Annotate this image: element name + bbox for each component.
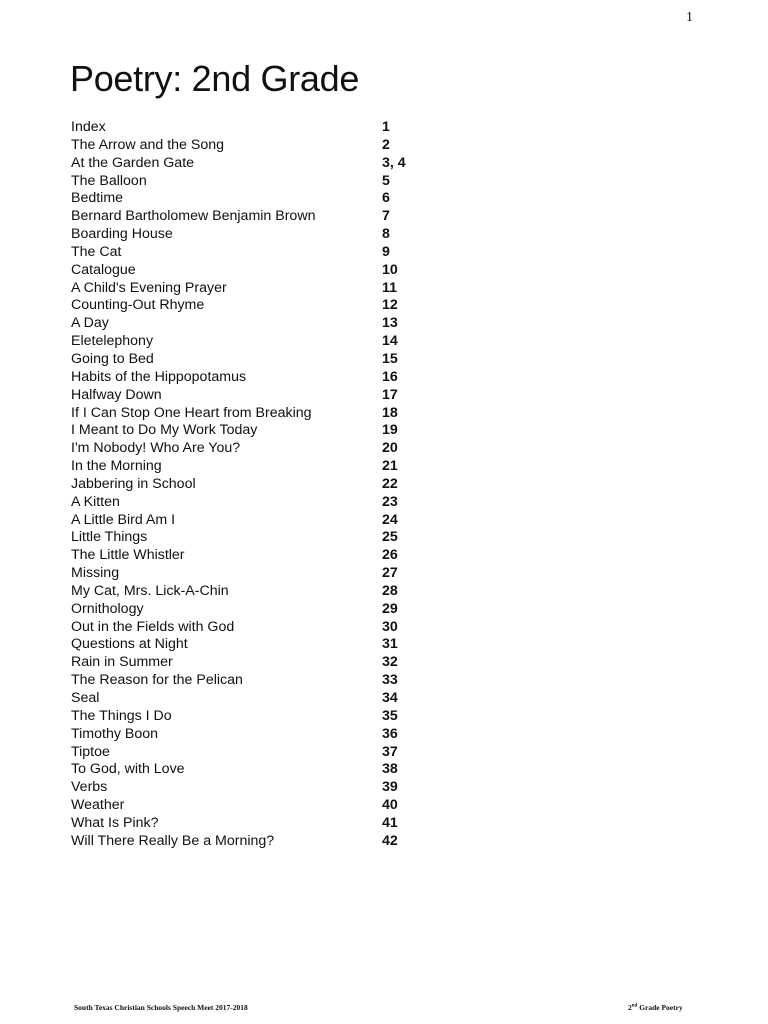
toc-poem-title: Catalogue: [71, 261, 136, 278]
toc-page-number: 15: [382, 350, 398, 367]
toc-page-number: 17: [382, 386, 398, 403]
toc-page-number: 24: [382, 511, 398, 528]
toc-poem-title: Bernard Bartholomew Benjamin Brown: [71, 208, 316, 225]
page-title: Poetry: 2nd Grade: [70, 58, 360, 99]
toc-poem-title: Seal: [71, 690, 100, 706]
toc-poem-title: Will There Really Be a Morning?: [71, 832, 275, 849]
toc-row: [71, 494, 471, 512]
toc-poem-title: Tiptoe: [71, 743, 110, 760]
toc-row: [71, 547, 471, 565]
toc-page-number: 35: [382, 707, 398, 724]
toc-row: [71, 119, 471, 137]
toc-page-number: 13: [382, 315, 398, 332]
toc-poem-title: Bedtime: [71, 190, 124, 207]
toc-poem-title: A Little Bird Am I: [71, 511, 176, 528]
toc-page-number: 20: [382, 440, 398, 457]
toc-page-number: 30: [382, 618, 398, 635]
toc-poem-title: A Child's Evening Prayer: [71, 279, 227, 296]
toc-row: [71, 619, 471, 637]
toc-poem-title: Rain in Summer: [71, 654, 173, 671]
toc-row: [71, 458, 471, 476]
toc-row: [71, 297, 471, 315]
toc-row: [71, 690, 471, 708]
toc-row: [71, 529, 471, 547]
toc-row: [71, 262, 471, 280]
toc-row: [71, 601, 471, 619]
toc-row: [71, 779, 471, 797]
toc-poem-title: The Reason for the Pelican: [71, 672, 243, 689]
toc-page-number: 23: [382, 493, 398, 510]
toc-page-number: 2: [382, 136, 390, 153]
toc-page-number: 1: [382, 119, 390, 135]
toc-page-number: 39: [382, 779, 398, 796]
toc-poem-title: Habits of the Hippopotamus: [71, 368, 247, 385]
toc-row: [71, 476, 471, 494]
toc-poem-title: The Little Whistler: [71, 547, 185, 564]
toc-page-number: 28: [382, 582, 398, 599]
toc-row: [71, 208, 471, 226]
toc-page-number: 38: [382, 761, 398, 778]
toc-row: [71, 244, 471, 262]
toc-poem-title: Boarding House: [71, 226, 173, 243]
table-of-contents: [71, 119, 471, 851]
toc-row: [71, 565, 471, 583]
toc-page-number: 7: [382, 208, 390, 225]
toc-page-number: 33: [382, 672, 398, 689]
toc-page-number: 12: [382, 297, 398, 314]
toc-page-number: 3, 4: [382, 154, 406, 171]
toc-row: [71, 155, 471, 173]
toc-row: [71, 815, 471, 833]
toc-poem-title: What Is Pink?: [71, 814, 159, 831]
toc-page-number: 18: [382, 404, 398, 421]
toc-poem-title: Counting-Out Rhyme: [71, 297, 205, 314]
toc-row: [71, 422, 471, 440]
toc-row: [71, 369, 471, 387]
toc-row: [71, 190, 471, 208]
toc-row: [71, 440, 471, 458]
toc-page-number: 34: [382, 690, 398, 706]
toc-poem-title: Out in the Fields with God: [71, 618, 235, 635]
footer-grade-label: Grade Poetry: [637, 1003, 683, 1012]
toc-poem-title: Ornithology: [71, 600, 144, 617]
toc-page-number: 10: [382, 261, 398, 278]
toc-page-number: 36: [382, 725, 398, 742]
toc-poem-title: At the Garden Gate: [71, 154, 195, 171]
toc-page-number: 5: [382, 172, 390, 189]
toc-row: [71, 726, 471, 744]
toc-poem-title: Timothy Boon: [71, 725, 159, 742]
toc-page-number: 25: [382, 529, 398, 546]
toc-poem-title: Halfway Down: [71, 386, 162, 403]
toc-poem-title: The Balloon: [71, 172, 147, 189]
toc-row: [71, 387, 471, 405]
toc-row: [71, 654, 471, 672]
toc-poem-title: Going to Bed: [71, 350, 154, 367]
toc-row: [71, 333, 471, 351]
toc-page-number: 26: [382, 547, 398, 564]
toc-poem-title: I'm Nobody! Who Are You?: [71, 440, 241, 457]
toc-row: [71, 405, 471, 423]
toc-row: [71, 833, 471, 851]
toc-poem-title: To God, with Love: [71, 761, 185, 778]
toc-row: [71, 583, 471, 601]
toc-row: [71, 226, 471, 244]
toc-poem-title: Weather: [71, 797, 125, 814]
toc-poem-title: My Cat, Mrs. Lick-A-Chin: [71, 582, 229, 599]
footer-event-name: South Texas Christian Schools Speech Meet 2017-2018: [74, 1003, 248, 1012]
toc-row: [71, 636, 471, 654]
toc-row: [71, 672, 471, 690]
toc-page-number: 31: [382, 636, 398, 653]
toc-page-number: 27: [382, 565, 398, 582]
toc-page-number: 21: [382, 458, 398, 475]
toc-poem-title: A Kitten: [71, 493, 120, 510]
toc-page-number: 19: [382, 422, 398, 439]
toc-poem-title: Questions at Night: [71, 636, 188, 653]
toc-page-number: 6: [382, 190, 390, 207]
toc-page-number: 9: [382, 243, 390, 260]
toc-page-number: 8: [382, 226, 390, 243]
toc-page-number: 42: [382, 832, 398, 849]
footer-grade-ordinal: nd: [631, 1003, 638, 1009]
toc-row: [71, 315, 471, 333]
toc-page-number: 41: [382, 814, 398, 831]
toc-row: [71, 744, 471, 762]
toc-row: [71, 173, 471, 191]
toc-poem-title: Verbs: [71, 779, 108, 796]
page-number: 1: [686, 10, 693, 25]
toc-row: [71, 761, 471, 779]
toc-row: [71, 280, 471, 298]
toc-poem-title: In the Morning: [71, 458, 162, 475]
toc-row: [71, 708, 471, 726]
toc-poem-title: I Meant to Do My Work Today: [71, 422, 258, 439]
toc-page-number: 11: [382, 279, 397, 296]
toc-page-number: 29: [382, 600, 398, 617]
toc-row: [71, 351, 471, 369]
toc-poem-title: If I Can Stop One Heart from Breaking: [71, 404, 312, 421]
toc-row: [71, 137, 471, 155]
toc-page-number: 40: [382, 797, 398, 814]
toc-poem-title: Eletelephony: [71, 333, 154, 350]
toc-page-number: 22: [382, 475, 398, 492]
toc-row: [71, 512, 471, 530]
toc-poem-title: Missing: [71, 565, 120, 582]
toc-page-number: 16: [382, 368, 398, 385]
toc-poem-title: The Things I Do: [71, 707, 172, 724]
toc-poem-title: The Cat: [71, 243, 122, 260]
toc-poem-title: A Day: [71, 315, 109, 332]
toc-poem-title: Index: [71, 119, 106, 135]
toc-page-number: 32: [382, 654, 398, 671]
footer-section-name: [628, 1003, 683, 1012]
toc-poem-title: Jabbering in School: [71, 475, 196, 492]
footer-grade-number: 2: [628, 1003, 632, 1012]
toc-page-number: 14: [382, 333, 398, 350]
toc-row: [71, 797, 471, 815]
toc-poem-title: Little Things: [71, 529, 148, 546]
toc-poem-title: The Arrow and the Song: [71, 136, 225, 153]
toc-page-number: 37: [382, 743, 398, 760]
